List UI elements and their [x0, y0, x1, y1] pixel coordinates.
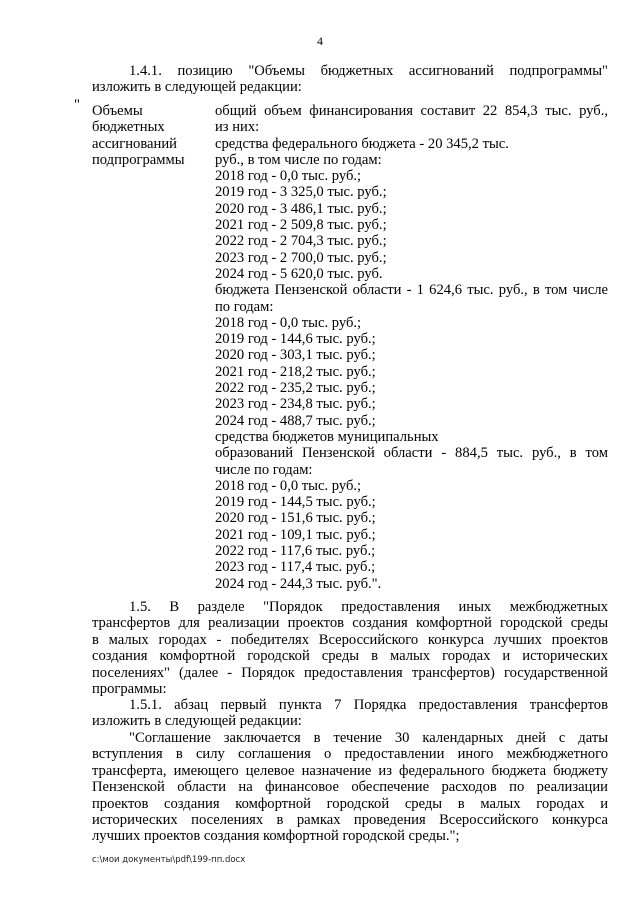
item-1-4-1-line: 1.4.1. позицию "Объемы бюджетных ассигнований подпрограммы": [129, 63, 608, 79]
passport-value-line: 2018 год - 0,0 тыс. руб.;: [215, 477, 362, 494]
agreement-line: "Соглашение заключается в течение 30 календарных дней с даты: [129, 730, 608, 746]
agreement-line: исторических поселениях в рамках проведения Всероссийского конкурса: [92, 812, 608, 829]
passport-value-line: 2023 год - 234,8 тыс. руб.;: [215, 396, 376, 413]
item-1-5-line: программы:: [92, 681, 167, 698]
passport-value-line: 2019 год - 144,6 тыс. руб.;: [215, 331, 376, 348]
passport-value-line: 2019 год - 144,5 тыс. руб.;: [215, 494, 376, 511]
item-1-5-line: в малых городах - победителях Всероссийского конкурса лучших проектов: [92, 631, 608, 648]
passport-value-line: 2018 год - 0,0 тыс. руб.;: [215, 314, 362, 331]
item-1-5-1-line: изложить в следующей редакции:: [92, 713, 302, 730]
passport-value-line: 2021 год - 109,1 тыс. руб.;: [215, 526, 376, 543]
passport-value-line: 2024 год - 5 620,0 тыс. руб.: [215, 265, 383, 282]
agreement-line: Пензенской области на финансовое обеспечение расходов по реализации: [92, 779, 608, 796]
item-1-5-line: 1.5. В разделе "Порядок предоставления иных межбюджетных: [129, 599, 608, 615]
passport-value-line: средства бюджетов муниципальных: [215, 428, 439, 445]
passport-value-line: 2019 год - 3 325,0 тыс. руб.;: [215, 184, 387, 201]
passport-value-line: бюджета Пензенской области - 1 624,6 тыс. руб., в том числе: [215, 282, 608, 299]
passport-value-line: средства федерального бюджета - 20 345,2 тыс.: [215, 135, 509, 152]
item-1-5-line: поселениях" (далее - Порядок предоставления трансфертов) государственной: [92, 664, 608, 681]
item-1-5: [92, 599, 608, 697]
agreement-line: трансферта, имеющего целевое назначение из федерального бюджета бюджету: [92, 762, 608, 779]
passport-label-line: бюджетных: [92, 119, 165, 136]
passport-value-line: 2024 год - 488,7 тыс. руб.;: [215, 412, 376, 429]
agreement-line: проектов создания комфортной городской среды в малых городах и: [92, 795, 608, 812]
passport-value-line: 2020 год - 151,6 тыс. руб.;: [215, 510, 376, 527]
passport-label-line: Объемы: [92, 103, 143, 119]
item-1-5-line: трансфертов для реализации проектов создания комфортной городской среды: [92, 615, 608, 632]
agreement-paragraph: [92, 730, 608, 845]
passport-value-line: 2020 год - 303,1 тыс. руб.;: [215, 347, 376, 364]
passport-value-line: 2024 год - 244,3 тыс. руб.".: [215, 575, 382, 592]
passport-value-line: 2021 год - 2 509,8 тыс. руб.;: [215, 217, 387, 234]
item-1-4-1-line: изложить в следующей редакции:: [92, 79, 302, 96]
passport-value-line: 2018 год - 0,0 тыс. руб.;: [215, 168, 362, 185]
passport-value-line: руб., в том числе по годам:: [215, 151, 382, 168]
agreement-line: лучших проектов создания комфортной городской среды.";: [92, 828, 460, 845]
passport-value-line: образований Пензенской области - 884,5 тыс. руб., в том: [215, 445, 608, 462]
agreement-line: вступления в силу соглашения о предоставлении иного межбюджетного: [92, 746, 608, 763]
passport-label: [92, 103, 207, 168]
passport-value-line: числе по годам:: [215, 461, 313, 478]
passport-value-line: из них:: [215, 119, 260, 136]
page-number: 4: [317, 34, 323, 48]
item-1-5-line: создания комфортной городской среды в малых городах и исторических: [92, 648, 608, 665]
passport-value-line: 2023 год - 2 700,0 тыс. руб.;: [215, 249, 387, 266]
passport-label-line: ассигнований: [92, 135, 177, 152]
item-1-5-1: [92, 697, 608, 730]
passport-label-line: подпрограммы: [92, 151, 185, 168]
opening-quote: ": [74, 97, 80, 113]
passport-value: [215, 103, 608, 592]
passport-value-line: 2022 год - 235,2 тыс. руб.;: [215, 380, 376, 397]
passport-value-line: 2023 год - 117,4 тыс. руб.;: [215, 559, 376, 576]
item-1-5-1-line: 1.5.1. абзац первый пункта 7 Порядка предоставления трансфертов: [129, 697, 608, 713]
passport-value-line: общий объем финансирования составит 22 854,3 тыс. руб.,: [215, 103, 608, 119]
passport-value-line: 2021 год - 218,2 тыс. руб.;: [215, 363, 376, 380]
passport-value-line: 2020 год - 3 486,1 тыс. руб.;: [215, 200, 387, 217]
item-1-4-1: [92, 63, 608, 96]
passport-value-line: по годам:: [215, 298, 274, 315]
passport-value-line: 2022 год - 2 704,3 тыс. руб.;: [215, 233, 387, 250]
passport-value-line: 2022 год - 117,6 тыс. руб.;: [215, 543, 376, 560]
footer-file-path: c:\мои документы\pdf\199-пп.docx: [92, 855, 246, 865]
